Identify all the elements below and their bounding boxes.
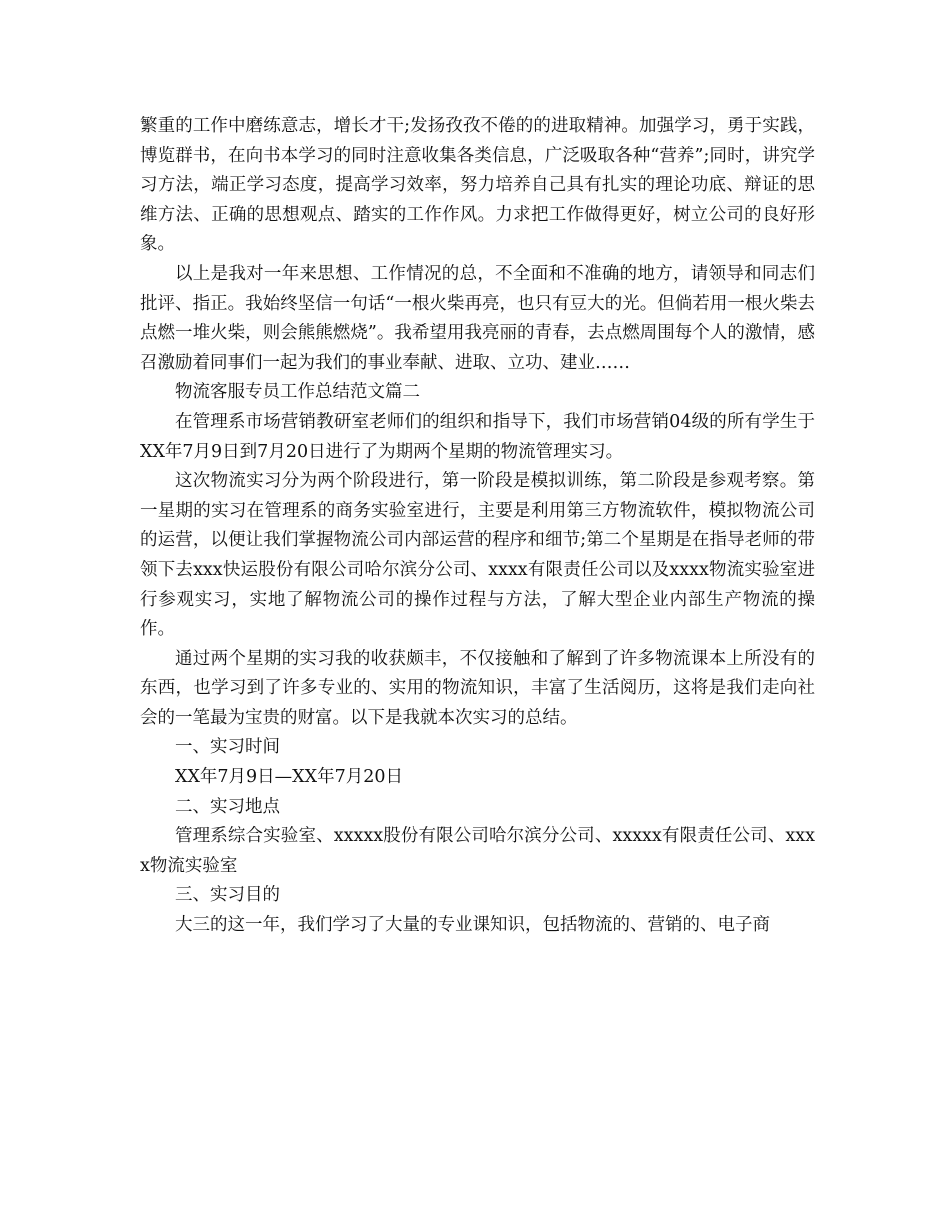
- paragraph-purpose: 大三的这一年，我们学习了大量的专业课知识，包括物流的、营销的、电子商: [175, 915, 770, 936]
- document-page: [140, 112, 815, 941]
- heading-internship-location: 二、实习地点: [175, 796, 280, 817]
- heading-internship-time: 一、实习时间: [175, 737, 280, 758]
- internship-location-value: 管理系综合实验室、xxxxx股份有限公司哈尔滨分公司、xxxxx有限责任公司、xxxx物流实验室: [140, 826, 815, 876]
- paragraph-gains: 通过两个星期的实习我的收获颇丰，不仅接触和了解到了许多物流课本上所没有的东西，也学习到了许多专业的、实用的物流知识，丰富了生活阅历，这将是我们走向社会的一笔最为宝贵的财富。以下是我就本次实习的总结。: [140, 648, 815, 728]
- paragraph-intro: 在管理系市场营销教研室老师们的组织和指导下，我们市场营销04级的所有学生于XX年7月9日到7月20日进行了为期两个星期的物流管理实习。: [140, 411, 815, 462]
- heading-internship-purpose: 三、实习目的: [175, 885, 280, 906]
- internship-time-value: XX年7月9日—XX年7月20日: [175, 767, 404, 788]
- paragraph-stages: 这次物流实习分为两个阶段进行，第一阶段是模拟训练，第二阶段是参观考察。第一星期的实习在管理系的商务实验室进行，主要是利用第三方物流软件，模拟物流公司的运营，以便让我们掌握物流公司内部运营的程序和细节;第二个星期是在指导老师的带领下去xxx快运股份有限公司哈尔滨分公司、xxxx有限责任公司以及xxxx物流实验室进行参观实习，实地了解物流公司的操作过程与方法，了解大型企业内部生产物流的操作。: [140, 471, 815, 640]
- paragraph-continuation: 繁重的工作中磨练意志，增长才干;发扬孜孜不倦的的进取精神。加强学习，勇于实践，博览群书，在向书本学习的同时注意收集各类信息，广泛吸取各种“营养”;同时，讲究学习方法，端正学习态度，提高学习效率，努力培养自己具有扎实的理论功底、辩证的思维方法、正确的思想观点、踏实的工作作风。力求把工作做得更好，树立公司的良好形象。: [140, 116, 815, 255]
- paragraph-summary-closing: 以上是我对一年来思想、工作情况的总，不全面和不准确的地方，请领导和同志们批评、指正。我始终坚信一句话“一根火柴再亮，也只有豆大的光。但倘若用一根火柴去点燃一堆火柴，则会熊熊燃烧”。我希望用我亮丽的青春，去点燃周围每个人的激情，感召激励着同事们一起为我们的事业奉献、进取、立功、建业……: [140, 263, 815, 373]
- section-title: 物流客服专员工作总结范文篇二: [175, 382, 420, 403]
